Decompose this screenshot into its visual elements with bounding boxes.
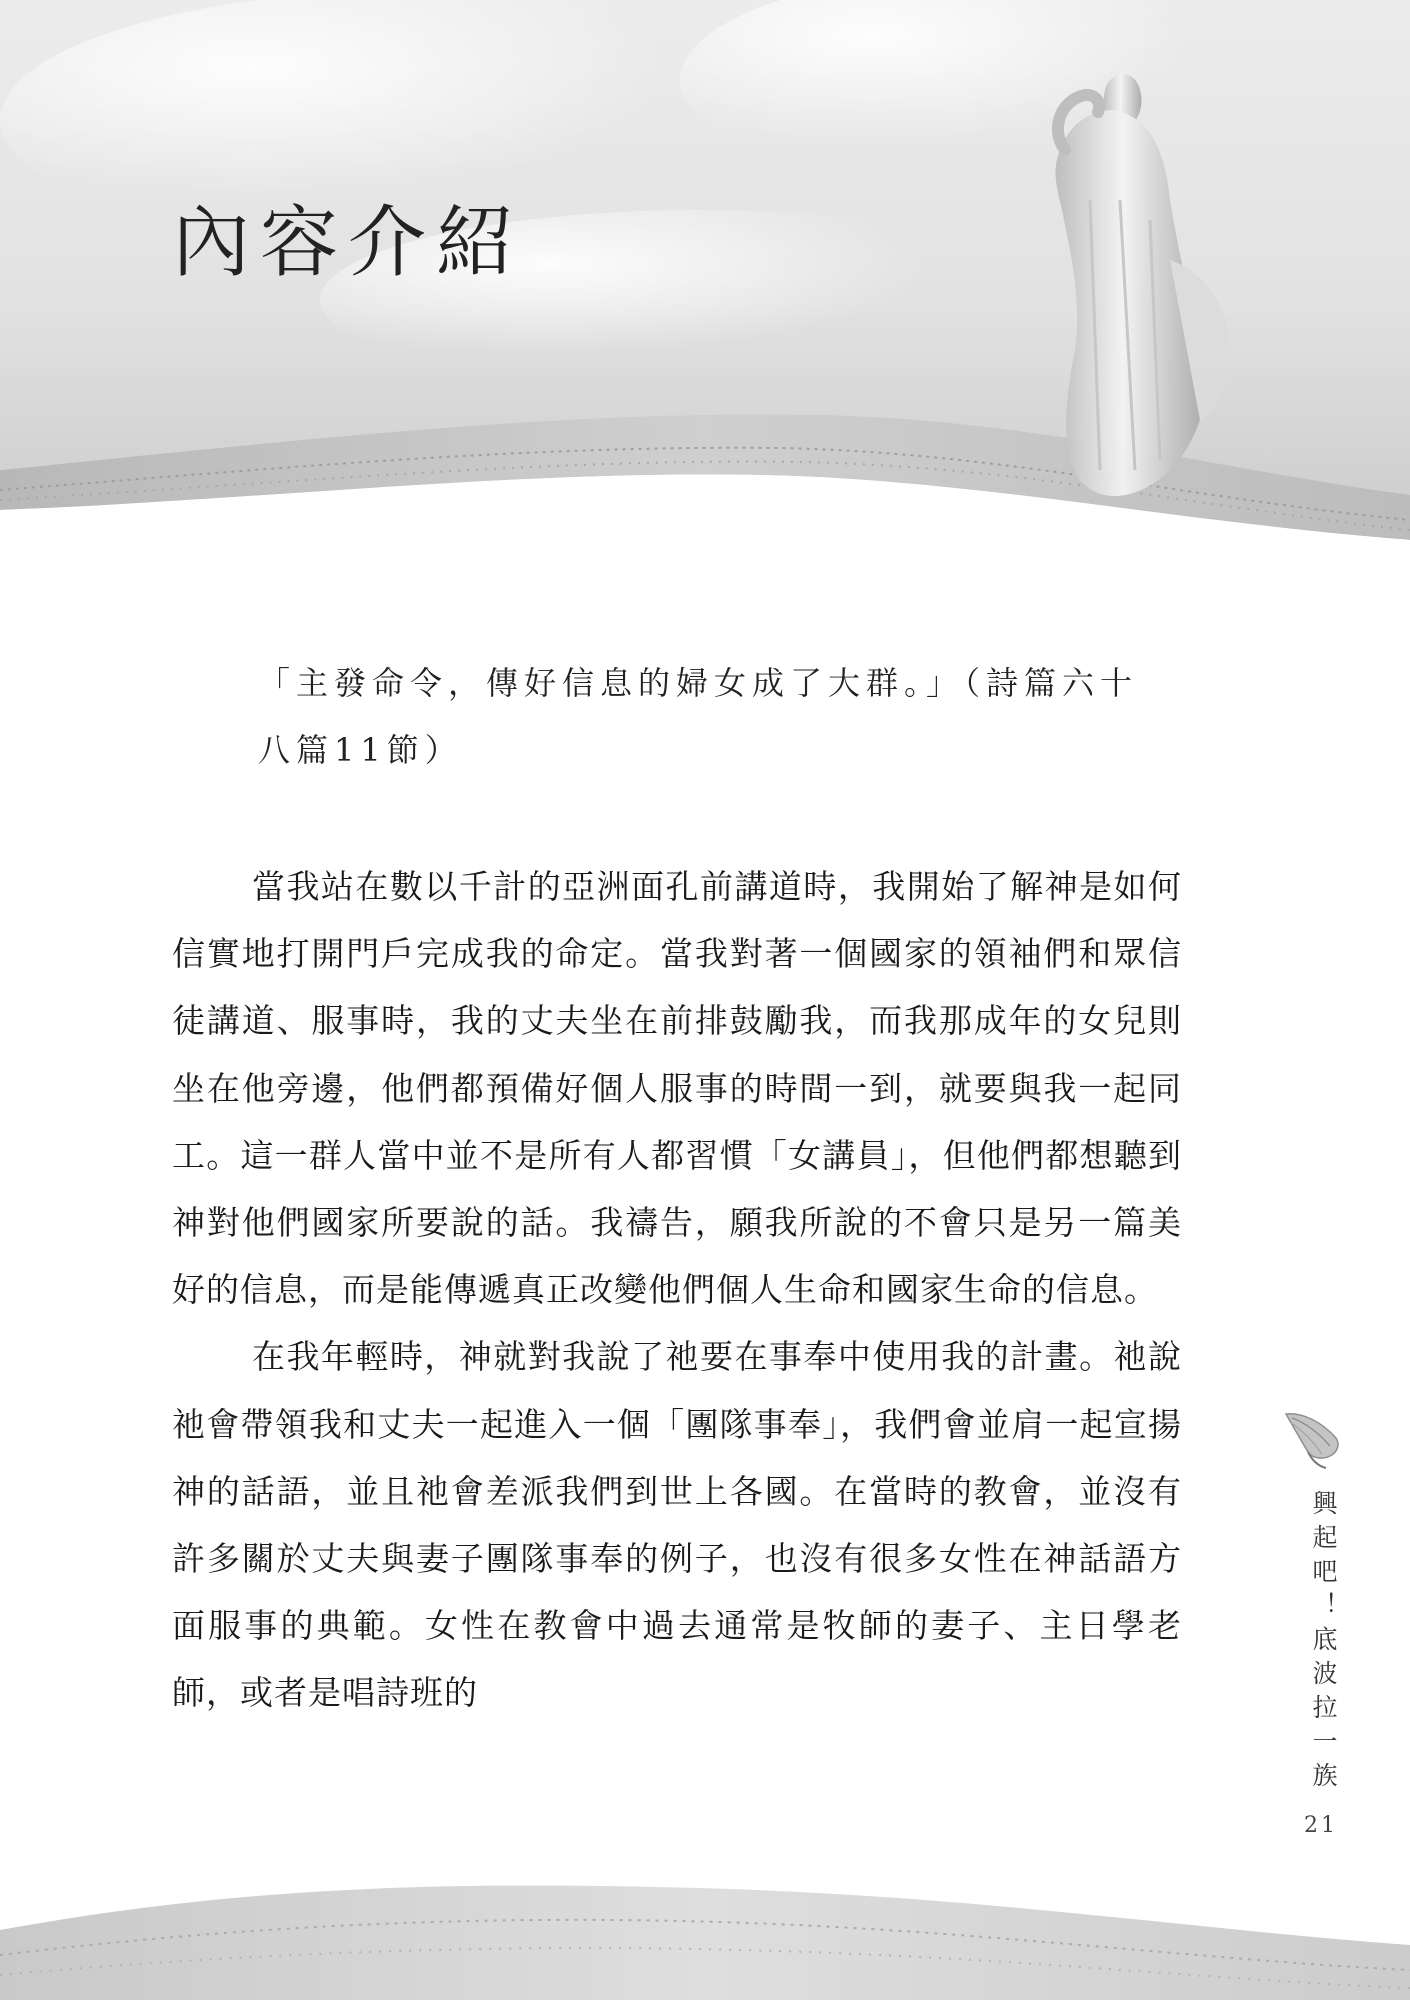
body-paragraph-2: 在我年輕時，神就對我說了祂要在事奉中使用我的計畫。祂說祂會帶領我和丈夫一起進入一個「團隊事奉」，我們會並肩一起宣揚神的話語，並且祂會差派我們到世上各國。在當時的教會，並沒有許多關於丈夫與妻子團隊事奉的例子，也沒有很多女性在神話語方面服事的典範。女性在教會中過去通常是牧師的妻子、主日學老師，或者是唱詩班的 (172, 1337, 1182, 1713)
scripture-quote: 「主發命令，傳好信息的婦女成了大群。」（詩篇六十八篇11節） (258, 664, 1139, 769)
page-number: 21 (1304, 1813, 1338, 1838)
body-text (172, 853, 1182, 1727)
page-title: 內容介紹 (172, 198, 525, 288)
body-paragraph-1: 當我站在數以千計的亞洲面孔前講道時，我開始了解神是如何信實地打開門戶完成我的命定。當我對著一個國家的領袖們和眾信徒講道、服事時，我的丈夫坐在前排鼓勵我，而我那成年的女兒則坐在他旁邊，他們都預備好個人服事的時間一到，就要與我一起同工。這一群人當中並不是所有人都習慣「女講員」，但他們都想聽到神對他們國家所要說的話。我禱告，願我所說的不會只是另一篇美好的信息，而是能傳遞真正改變他們個人生命和國家生命的信息。 (172, 867, 1182, 1310)
footer-landscape-image (0, 1860, 1410, 2000)
trumpet-flower-icon (1282, 1408, 1342, 1470)
running-book-title: 興起吧！底波拉一族 (1309, 1490, 1338, 1796)
